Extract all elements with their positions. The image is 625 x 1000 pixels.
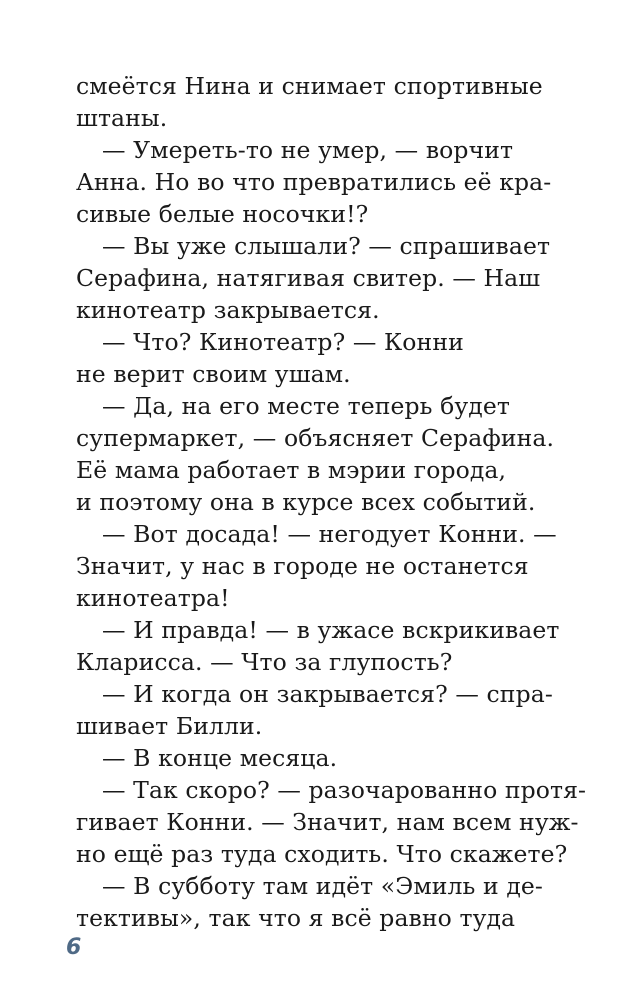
body-text bbox=[76, 70, 587, 934]
text-line: сивые белые носочки!? bbox=[76, 200, 369, 228]
text-line: — Вот досада! — негодует Конни. — bbox=[102, 520, 557, 548]
text-line: Серафина, натягивая свитер. — Наш bbox=[76, 264, 541, 292]
text-line: — И правда! — в ужасе вскрикивает bbox=[102, 616, 560, 644]
text-line: шивает Билли. bbox=[76, 712, 263, 740]
text-line: штаны. bbox=[76, 104, 168, 132]
text-line: тективы», так что я всё равно туда bbox=[76, 904, 516, 932]
page-number: 6 bbox=[66, 935, 82, 960]
text-line: кинотеатра! bbox=[76, 584, 230, 612]
text-line: Анна. Но во что превратились её кра- bbox=[76, 168, 552, 196]
text-line: гивает Конни. — Значит, нам всем нуж- bbox=[76, 808, 579, 836]
text-line: — Так скоро? — разочарованно протя- bbox=[102, 776, 587, 804]
text-line: — Что? Кинотеатр? — Конни bbox=[102, 328, 464, 356]
text-line: но ещё раз туда сходить. Что скажете? bbox=[76, 840, 568, 868]
text-line: — Вы уже слышали? — спрашивает bbox=[102, 232, 551, 260]
text-line: не верит своим ушам. bbox=[76, 360, 351, 388]
text-line: — И когда он закрывается? — спра- bbox=[102, 680, 553, 708]
text-line: кинотеатр закрывается. bbox=[76, 296, 380, 324]
text-line: и поэтому она в курсе всех событий. bbox=[76, 488, 536, 516]
text-line: Значит, у нас в городе не останется bbox=[76, 552, 529, 580]
text-line: — В субботу там идёт «Эмиль и де- bbox=[102, 872, 543, 900]
text-line: — Умереть-то не умер, — ворчит bbox=[102, 136, 514, 164]
text-line: — В конце месяца. bbox=[102, 744, 338, 772]
text-line: супермаркет, — объясняет Серафина. bbox=[76, 424, 555, 452]
text-line: — Да, на его месте теперь будет bbox=[102, 392, 510, 420]
text-line: смеётся Нина и снимает спортивные bbox=[76, 72, 543, 100]
text-line: Её мама работает в мэрии города, bbox=[76, 456, 507, 484]
text-line: Кларисса. — Что за глупость? bbox=[76, 648, 453, 676]
